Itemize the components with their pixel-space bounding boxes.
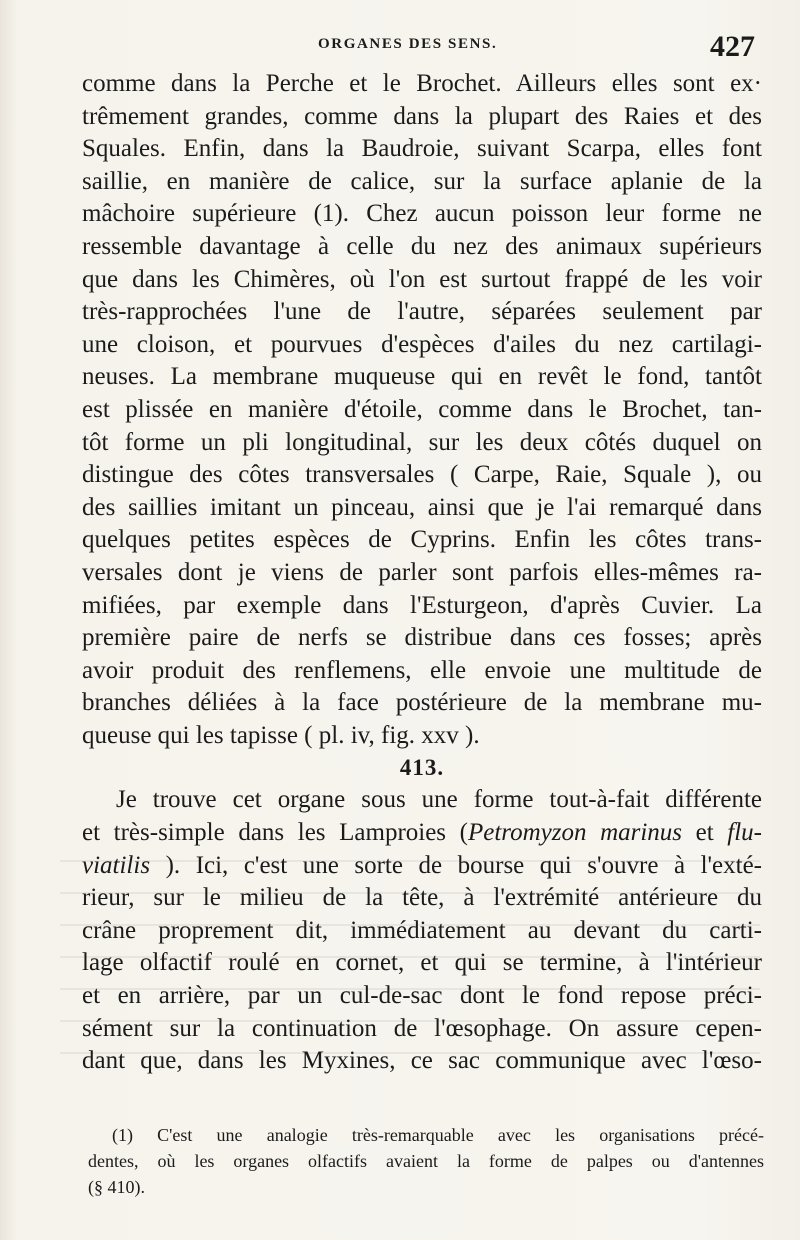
text-run: et très-simple dans les Lamproies ( xyxy=(82,819,468,847)
text-line: neuses. La membrane muqueuse qui en revêt le fond, tantôt xyxy=(82,363,762,391)
text-run: et xyxy=(682,819,728,847)
text-line: que dans les Chimères, où l'on est surtout frappé de les voir xyxy=(82,265,762,293)
footnote-line: dentes, où les organes olfactifs avaient la forme de palpes ou d'antennes xyxy=(88,1151,764,1171)
text-line: première paire de nerfs se distribue dans ces fosses; après xyxy=(82,624,762,652)
text-line: versales dont je viens de parler sont parfois elles-mêmes ra- xyxy=(82,558,762,586)
text-line: avoir produit des renflemens, elle envoie une multitude de xyxy=(82,656,762,684)
page-number: 427 xyxy=(710,30,755,63)
paragraph-412 xyxy=(82,68,762,752)
footnote-line: (§ 410). xyxy=(88,1177,145,1197)
running-title: ORGANES DES SENS. xyxy=(318,36,498,52)
text-line: mifiées, par exemple dans l'Esturgeon, d'après Cuvier. La xyxy=(82,591,762,619)
text-run: ). Ici, c'est une sorte de bourse qui s'ouvre à l'exté- xyxy=(150,851,762,879)
text-line: une cloison, et pourvues d'espèces d'ailes du nez cartilagi- xyxy=(82,330,762,358)
body-text xyxy=(82,68,762,1078)
text-line xyxy=(82,817,762,850)
text-line: sément sur la continuation de l'œsophage. On assure cepen- xyxy=(82,1014,762,1042)
text-line: mâchoire supérieure (1). Chez aucun poisson leur forme ne xyxy=(82,200,762,228)
text-line: distingue des côtes transversales ( Carpe, Raie, Squale ), ou xyxy=(82,461,762,489)
text-line: Je trouve cet organe sous une forme tout-à-fait différente xyxy=(116,786,762,814)
running-head xyxy=(0,32,800,62)
text-line: trêmement grandes, comme dans la plupart des Raies et des xyxy=(82,102,762,130)
text-line: et en arrière, par un cul-de-sac dont le fond repose préci- xyxy=(82,982,762,1010)
text-line: queuse qui les tapisse ( pl. iv, fig. xxv ). xyxy=(82,721,480,749)
text-line: tôt forme un pli longitudinal, sur les deux côtés duquel on xyxy=(82,428,762,456)
text-line: branches déliées à la face postérieure de la membrane mu- xyxy=(82,689,762,717)
footnote xyxy=(88,1122,764,1200)
text-line: rieur, sur le milieu de la tête, à l'extrémité antérieure du xyxy=(82,884,762,912)
footnote-line: (1) C'est une analogie très-remarquable avec les organisations précé- xyxy=(112,1125,764,1145)
text-line: saillie, en manière de calice, sur la surface aplanie de la xyxy=(82,167,762,195)
species-name: Petromyzon marinus xyxy=(467,819,683,847)
text-line: comme dans la Perche et le Brochet. Ailleurs elles sont ex· xyxy=(82,70,762,97)
text-line: Squales. Enfin, dans la Baudroie, suivant Scarpa, elles font xyxy=(82,135,762,163)
text-line: dant que, dans les Myxines, ce sac communique avec l'œso- xyxy=(82,1047,762,1075)
paragraph-413 xyxy=(82,784,762,1077)
section-number: 413. xyxy=(399,755,445,781)
species-name: viatilis xyxy=(82,851,151,879)
text-line: ressemble davantage à celle du nez des animaux supérieurs xyxy=(82,232,762,260)
text-line: crâne proprement dit, immédiatement au devant du carti- xyxy=(82,916,762,944)
text-line: lage olfactif roulé en cornet, et qui se termine, à l'intérieur xyxy=(82,949,762,977)
text-line: très-rapprochées l'une de l'autre, séparées seulement par xyxy=(82,298,762,326)
text-line: quelques petites espèces de Cyprins. Enfin les côtes trans- xyxy=(82,526,762,554)
text-line: des saillies imitant un pinceau, ainsi que je l'ai remarqué dans xyxy=(82,493,762,521)
text-line: est plissée en manière d'étoile, comme dans le Brochet, tan- xyxy=(82,395,762,423)
text-line xyxy=(82,850,762,883)
species-name: flu- xyxy=(727,819,762,847)
